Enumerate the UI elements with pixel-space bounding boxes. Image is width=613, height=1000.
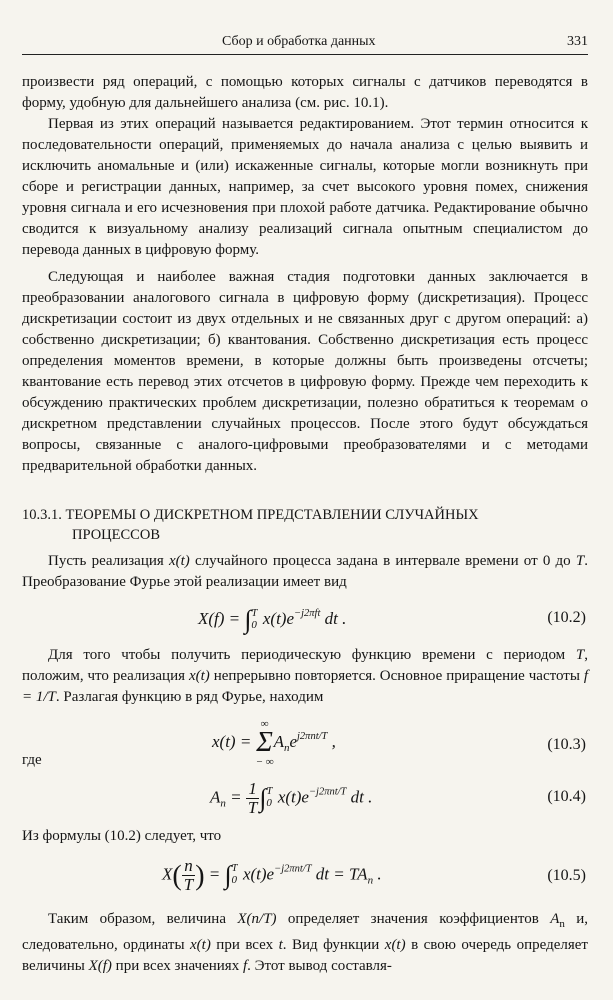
- page-body: [22, 72, 588, 977]
- section-number: 10.3.1.: [22, 507, 62, 523]
- equation-10-4: [22, 776, 588, 820]
- paragraph-1: произвести ряд операций, с помощью которых сигналы с датчиков переводятся в форму, удобную для дальнейшего анализа (см. рис. 10.1).: [22, 74, 588, 111]
- section-title-line2: ПРОЦЕССОВ: [72, 527, 160, 543]
- equation-number: (10.5): [547, 867, 586, 884]
- where-label: где: [22, 752, 42, 768]
- formula-10-3: x(t) = ∞ Σ − ∞ $A_ne^{j2\pi nt/T}$ ,: [212, 718, 336, 768]
- equation-10-3: [22, 714, 588, 770]
- section-heading: [22, 505, 588, 545]
- header-title: Сбор и обработка данных: [222, 34, 376, 49]
- paragraph-2: Первая из этих операций называется редактированием. Этот термин относится к последовательности операций, применяемых до начала анализа с целью выявить и исключить аномальные и (или) искаженные сигналы, которые могли возникнуть при сборе и регистрации данных, например, за счет высокого уровня помех, снижения уровня сигнала и его исчезновения при плохой работе датчика. Редактирование обычно сводится к визуальному анализу реализаций сигнала опытным специалистом до перевода данных в цифровую форму.: [22, 116, 588, 258]
- paragraph-3: Следующая и наиболее важная стадия подготовки данных заключается в преобразовании аналогового сигнала в цифровую форму (дискретизация). Процесс дискретизации состоит из двух отдельных и не связанных друг с другом операций: а) собственно дискретизации; б) квантования. Собственно дискретизация есть процесс определения моментов времени, в которые должны быть произведены отсчеты; квантование есть перевод этих отсчетов в цифровую форму. Прежде чем переходить к обсуждению практических проблем дискретизации, полезно обратиться к теоремам о дискретном представлении случайных процессов. После этого будут обсуждаться вопросы, связанные с аналого-цифровыми преобразователями и с методами предварительной обработки данных.: [22, 269, 588, 474]
- formula-10-4: $A_n$ = $\frac{1}{T}$ ∫T0 $x(t)e^{-j2\pi nt/T}$ dt .: [210, 779, 373, 817]
- paragraph-5: Для того чтобы получить периодическую функцию времени с периодом T, положим, что реализация x(t) непрерывно повторяется. Основное приращение частоты f = 1/T. Разлагая функцию в ряд Фурье, находим: [22, 647, 588, 705]
- section-title-line1: ТЕОРЕМЫ О ДИСКРЕТНОМ ПРЕДСТАВЛЕНИИ СЛУЧАЙНЫХ: [65, 507, 479, 523]
- equation-number: (10.2): [547, 609, 586, 626]
- equation-number: (10.4): [547, 788, 586, 805]
- equation-10-2: [22, 599, 588, 639]
- formula-10-2: X(f) = ∫T0 $x(t)e^{-j2\pi ft}$ dt .: [198, 605, 347, 634]
- page-number: 331: [567, 34, 588, 49]
- equation-number: (10.3): [547, 736, 586, 753]
- paragraph-6: Из формулы (10.2) следует, что: [22, 828, 222, 844]
- formula-10-5: X( $\frac{n}{T}$ ) = ∫T0 $x(t)e^{-j2\pi nt/T}$ dt = $TA_n$ .: [162, 856, 382, 894]
- paragraph-4: Пусть реализация x(t) случайного процесса задана в интервале времени от 0 до T. Преобразование Фурье этой реализации имеет вид: [22, 553, 588, 590]
- paragraph-7: Таким образом, величина X(n/T) определяет значения коэффициентов $A_n$ и, следовательно, ординаты x(t) при всех t. Вид функции x(t) в свою очередь определяет величины X(f) при всех значениях f. Этот вывод составля-: [22, 911, 589, 974]
- running-header: [22, 32, 588, 55]
- equation-10-5: [22, 853, 588, 903]
